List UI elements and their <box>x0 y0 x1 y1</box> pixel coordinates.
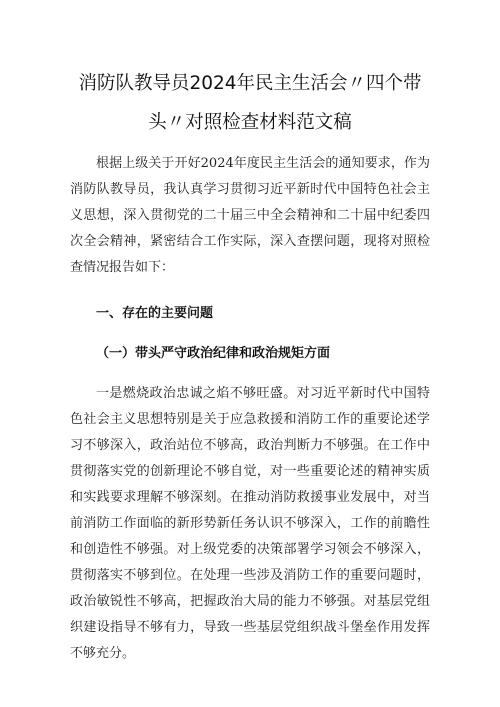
subsection-heading: （一）带头严守政治纪律和政治规矩方面 <box>96 346 331 361</box>
document-title <box>70 64 430 142</box>
intro-paragraph: 根据上级关于开好2024年度民主生活会的通知要求，作为消防队教导员，我认真学习贯彻习近平新时代中国特色社会主义思想，深入贯彻党的二十届三中全会精神和二十届中纪委四次全会精神，紧密结合工作实际，深入查摆问题，现将对照检查情况报告如下： <box>70 156 430 275</box>
section-heading: 一、存在的主要问题 <box>96 306 214 321</box>
body-paragraph: 一是燃烧政治忠诚之焰不够旺盛。对习近平新时代中国特色社会主义思想特别是关于应急救援和消防工作的重要论述学习不够深入，政治站位不够高，政治判断力不够强。在工作中贯彻落实党的创新理论不够自觉，对一些重要论述的精神实质和实践要求理解不够深刻。在推动消防救援事业发展中，对当前消防工作面临的新形势新任务认识不够深入，工作的前瞻性和创造性不够强。对上级党委的决策部署学习领会不够深入，贯彻落实不够到位。在处理一些涉及消防工作的重要问题时，政治敏锐性不够高，把握政治大局的能力不够强。对基层党组织建设指导不够有力，导致一些基层党组织战斗堡垒作用发挥不够充分。 <box>70 386 430 661</box>
title-line-1: 消防队教导员2024年民主生活会〃四个带 <box>78 73 422 94</box>
title-line-2: 头〃对照检查材料范文稿 <box>148 112 352 133</box>
